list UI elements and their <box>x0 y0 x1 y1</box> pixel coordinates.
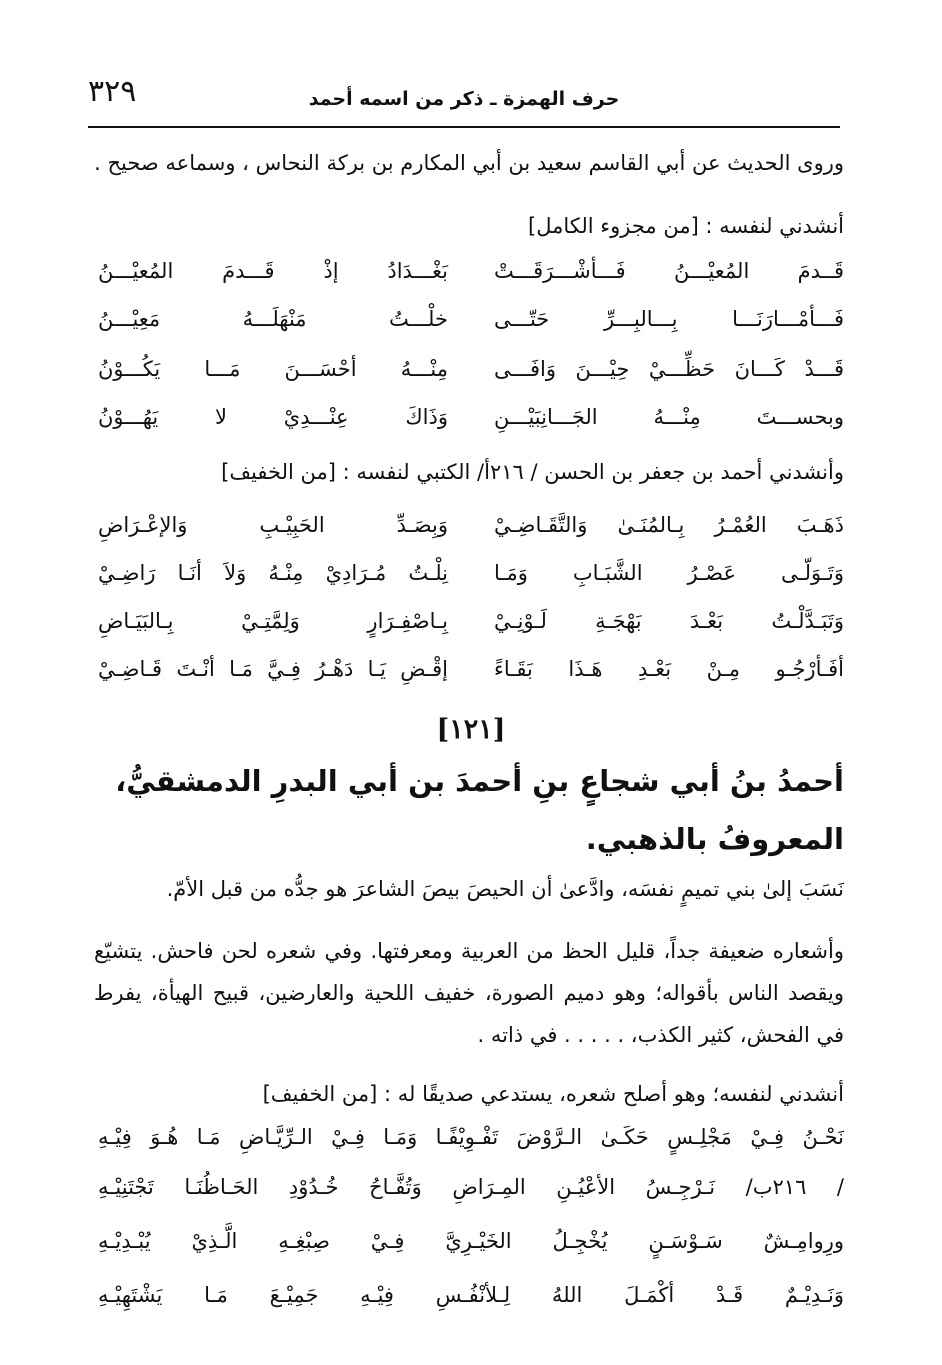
verse-second-hemistich: وَبِصَـدِّ الحَبِيْـبِ وَالإعْـرَاضِ <box>98 513 448 537</box>
verse-first-hemistich: أفَـأرْجُـو مِـنْ بَعْـدِ هَـذَا بَقَـاءً <box>494 657 844 681</box>
poem2-intro: وأنشدني أحمد بن جعفر بن الحسن / ٢١٦أ/ الكتبي لنفسه : [من الخفيف] <box>221 460 844 484</box>
page-number: ٣٢٩ <box>88 74 137 109</box>
verse-second-hemistich: بِـاصْفِـرَارٍ وَلِمَّتِـيْ بِـالبَيَـاضِ <box>98 609 448 633</box>
verse-first-hemistich: قَـــدْ كَـــانَ حَظِّـــيْ حِيْـــنَ وَافَـــى <box>494 357 844 381</box>
running-head: حرف الهمزة ـ ذكر من اسمه أحمد <box>308 88 620 110</box>
verse-first-hemistich: وَتَبَـدَّلْـتُ بَعْـدَ بَهْجَـةِ لَـوْنِـيْ <box>494 609 844 633</box>
verse-first-hemistich: فَـــأمْـــارَنَـــا بِـــالبِـــرِّ حَتّـــى <box>494 307 844 331</box>
verse-first-hemistich: ذَهَـبَ العُمْـرُ بِـالمُنَـىٰ وَالتَّقَـاضِـيْ <box>494 513 844 537</box>
poem1-verse <box>98 296 844 342</box>
poem2-verse <box>98 550 844 596</box>
poem3-verse: وَنَـدِيْـمٌ قَـدْ أكْمَـلَ اللهُ لِـلأنْفُـسِ فِيْـهِ جَمِيْـعَ مَـا يَشْتَهِيْـهِ <box>98 1283 844 1307</box>
verse-second-hemistich: خلْـــتُ مَنْهَلَـــهُ مَعِيْـــنُ <box>98 307 448 331</box>
poem3-verse: ورِوامِـشٌ سَـوْسَـنٍ يُخْجِـلُ الخَيْـرِيَّ فِـيْ صِبْغِـهِ الَّـذِيْ يُبْـدِيْـهِ <box>98 1229 844 1253</box>
poem2-verse <box>98 502 844 548</box>
poem1-verse <box>98 346 844 392</box>
verse-first-hemistich: وَتَـوَلّـى عَصْـرُ الشَّبَـابِ وَمَـا <box>494 561 844 585</box>
poem1-intro: أنشدني لنفسه : [من مجزوء الكامل] <box>528 214 844 238</box>
poem1-verse <box>98 248 844 294</box>
verse-first-hemistich: قَــدمَ المُعيْـــنُ فَـــأشْـــرَقَـــتْ <box>494 259 844 283</box>
poem2-verse <box>98 598 844 644</box>
bio-description: وأشعاره ضعيفة جداً، قليل الحظ من العربية ومعرفتها. وفي شعره لحن فاحش. يتشيّع ويقصد الناس بأقواله؛ وهو دميم الصورة، خفيف اللحية والعارضين، قبيح الهيأة، يفرط في الفحش، كثير الكذب، . . . . . في ذاته . <box>94 939 844 1047</box>
opening-line: وروى الحديث عن أبي القاسم سعيد بن أبي المكارم بن بركة النحاس ، وسماعه صحيح . <box>94 151 844 175</box>
poem1-verse <box>98 394 844 440</box>
poem2-verse <box>98 646 844 692</box>
verse-second-hemistich: وَذَاكَ عِنْـــدِيْ لا يَهُـــوْنُ <box>98 405 448 429</box>
verse-second-hemistich: مِنْـــهُ أحْسَـــنَ مَـــا يَكُـــوْنُ <box>98 357 448 381</box>
poem3-verse: / ٢١٦ب/ نَـرْجِـسُ الأعْيُـنِ المِـرَاضِ وَتُفَّـاحُ خُـدُوْدِ الحَـاظُنَـا تَجْتَنِيْـهِ <box>98 1175 844 1199</box>
verse-second-hemistich: إقْـضِ يَـا دَهْـرُ فِـيَّ مَـا أنْـتَ قَـاضِـيْ <box>98 657 448 681</box>
entry-number: [١٢١] <box>436 714 506 745</box>
verse-second-hemistich: بَغْـــدَادُ إذْ قَـــدمَ المُعيْـــنُ <box>98 259 448 283</box>
page-header <box>88 70 840 128</box>
entry-title: أحمدُ بنُ أبي شجاعٍ بنِ أحمدَ بن أبي البدرِ الدمشقيُّ، المعروفُ بالذهبي. <box>115 764 844 856</box>
bio-lineage: نَسَبَ إلىٰ بني تميمٍ نفسَه، وادَّعىٰ أن الحيصَ بيصَ الشاعرَ هو جدُّه من قبل الأمّ. <box>166 877 844 901</box>
verse-first-hemistich: وبحســـتَ مِنْـــهُ الجَـــانِبَيْـــنِ <box>494 405 844 429</box>
poem3-verse: نَحْـنُ فِـيْ مَجْلِـسٍ حَكَـىٰ الـرَّوْضَ تَفْـوِيْفًـا وَمَـا فِـيْ الـرِّيَّـاضِ مَـا هُـوَ فِيْـهِ <box>98 1125 844 1149</box>
verse-second-hemistich: نِلْـتُ مُـرَادِيْ مِنْـهُ وَلاَ أنَـا رَاضِـيْ <box>98 561 448 585</box>
poem3-intro: أنشدني لنفسه؛ وهو أصلح شعره، يستدعي صديقًا له : [من الخفيف] <box>262 1082 844 1106</box>
